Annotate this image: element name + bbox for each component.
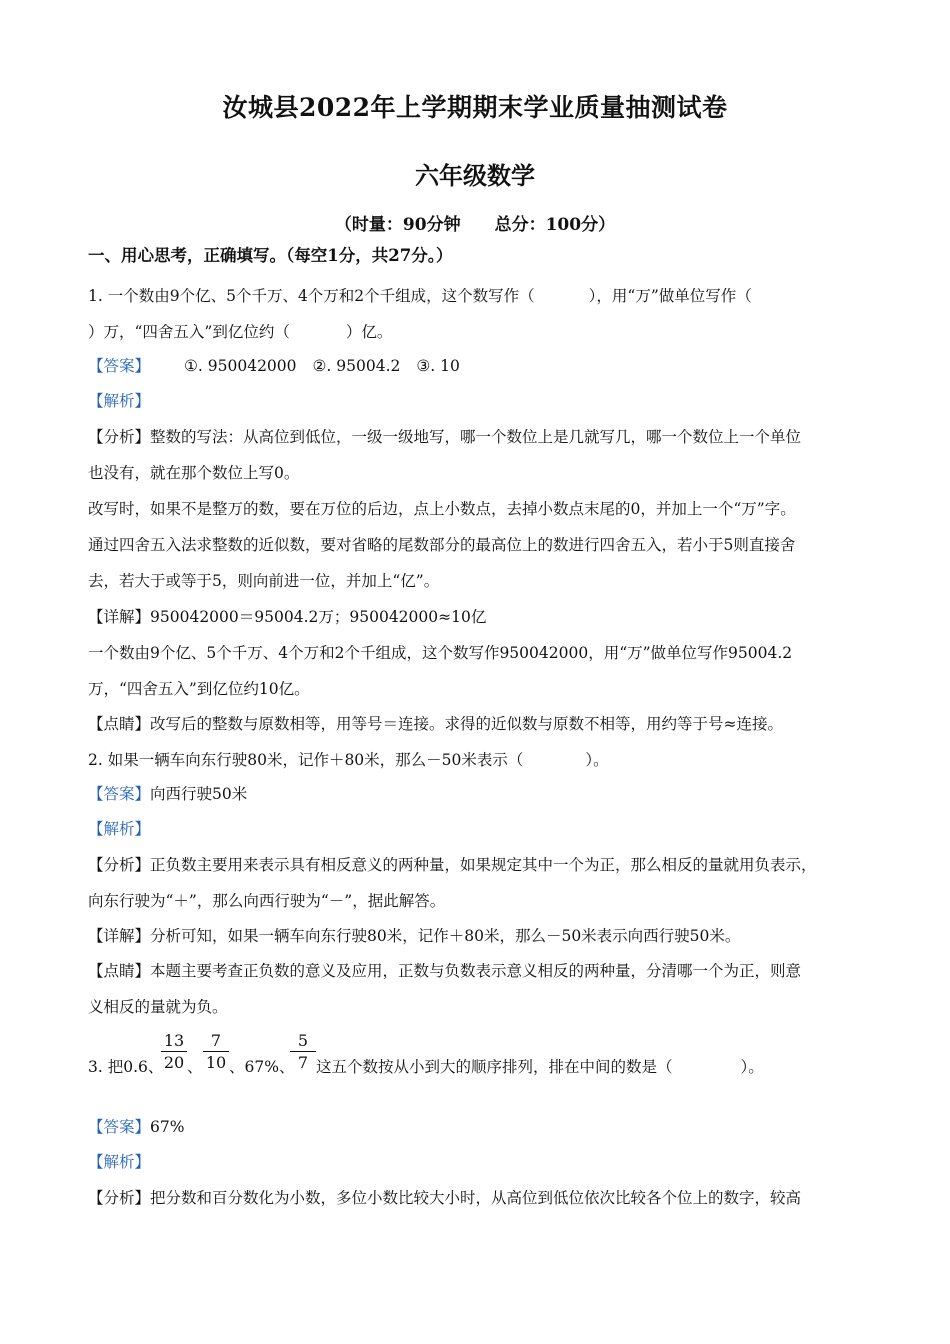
q1-analysis-5: 去，若大于或等于5，则向前进一位，并加上“亿”。: [88, 572, 440, 590]
q1-jiexi-tag: 【解析】: [88, 392, 151, 410]
q2-stem: 2. 如果一辆车向东行驶80米，记作＋80米，那么－50米表示（ ）。: [88, 751, 609, 769]
subject-title: 六年级数学: [415, 161, 535, 190]
q3-sep-1: 、: [187, 1058, 203, 1076]
q1-tip: 【点睛】改写后的整数与原数相等，用等号＝连接。求得的近似数与原数不相等，用约等于号≈连接。: [88, 715, 784, 733]
q2-tip-2: 义相反的量就为负。: [88, 998, 228, 1016]
q2-detail: 【详解】分析可知，如果一辆车向东行驶80米，记作＋80米，那么－50米表示向西行驶50米。: [88, 927, 741, 945]
q1-detail-3: 万，“四舍五入”到亿位约10亿。: [88, 680, 310, 698]
q3-analysis-1: 【分析】把分数和百分数化为小数，多位小数比较大小时，从高位到低位依次比较各个位上的数字，较高: [88, 1189, 802, 1207]
q3-answer: 【答案】67%: [88, 1118, 185, 1136]
q1-analysis-1: 【分析】整数的写法：从高位到低位，一级一级地写，哪一个数位上是几就写几，哪一个数位上一个单位: [88, 428, 802, 446]
q3-jiexi-tag: 【解析】: [88, 1153, 151, 1171]
fraction-5-7: 5 7: [290, 1030, 316, 1073]
q1-analysis-2: 也没有，就在那个数位上写0。: [88, 464, 300, 482]
score-label: 总分：100分）: [494, 215, 616, 235]
q2-answer: 【答案】向西行驶50米: [88, 785, 248, 803]
q2-tip-1: 【点睛】本题主要考查正负数的意义及应用，正数与负数表示意义相反的两种量，分清哪一个为正，则意: [88, 962, 802, 980]
q1-detail-1: 【详解】950042000＝95004.2万；950042000≈10亿: [88, 608, 487, 626]
q1-answer: 【答案】 ①. 950042000 ②. 95004.2 ③. 10: [88, 357, 460, 375]
q1-stem-line1: 1. 一个数由9个亿、5个千万、4个万和2个千组成，这个数写作（ ），用“万”做单位写作（: [88, 287, 752, 305]
q2-analysis-1: 【分析】正负数主要用来表示具有相反意义的两种量，如果规定其中一个为正，那么相反的量就用负表示，: [88, 856, 817, 874]
time-label: （时量：90分钟: [334, 215, 461, 235]
fraction-7-10: 7 10: [203, 1030, 229, 1073]
q2-analysis-2: 向东行驶为“＋”，那么向西行驶为“－”，据此解答。: [88, 892, 446, 910]
exam-info: [0, 210, 950, 235]
fraction-13-20: 13 20: [161, 1030, 187, 1073]
q3-stem-prefix: 3. 把0.6、: [88, 1058, 164, 1076]
q1-analysis-3: 改写时，如果不是整万的数，要在万位的后边，点上小数点，去掉小数点末尾的0，并加上一个“万”字。: [88, 500, 796, 518]
q1-stem-line2: ）万，“四舍五入”到亿位约（ ）亿。: [88, 323, 393, 341]
section-heading: 一、用心思考，正确填写。（每空1分，共27分。）: [88, 246, 453, 265]
q1-analysis-4: 通过四舍五入法求整数的近似数，要对省略的尾数部分的最高位上的数进行四舍五入，若小于5则直接舍: [88, 536, 796, 554]
q2-jiexi-tag: 【解析】: [88, 820, 151, 838]
q3-stem-suffix: 这五个数按从小到大的顺序排列，排在中间的数是（ ）。: [316, 1058, 764, 1076]
exam-title: 汝城县2022年上学期期末学业质量抽测试卷: [222, 93, 728, 122]
q1-detail-2: 一个数由9个亿、5个千万、4个万和2个千组成，这个数写作950042000，用“万”做单位写作95004.2: [88, 644, 793, 662]
q3-sep-2: 、67%、: [229, 1058, 295, 1076]
